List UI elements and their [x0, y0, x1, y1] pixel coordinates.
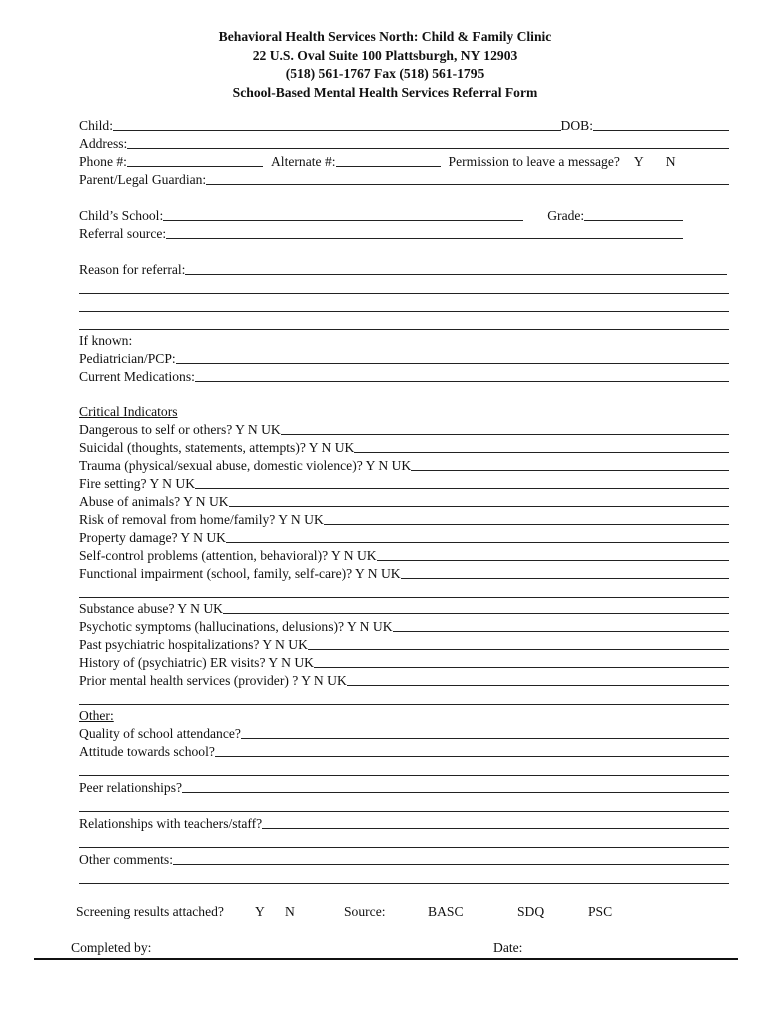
grade-field[interactable]	[584, 207, 683, 221]
critical-item	[79, 653, 729, 671]
peer-row	[79, 778, 729, 796]
teachers-row	[79, 814, 729, 832]
source-basc[interactable]: BASC	[428, 904, 464, 919]
peer-field[interactable]	[182, 779, 729, 793]
address-row	[79, 134, 729, 152]
critical-item	[79, 474, 729, 492]
guardian-field[interactable]	[206, 171, 729, 185]
critical-heading-row	[79, 402, 729, 420]
school-label: Child’s School:	[79, 208, 164, 223]
dob-label: DOB:	[560, 118, 593, 133]
if-known-label: If known:	[79, 333, 133, 348]
critical-label: Self-control problems (attention, behavioral)? Y N UK	[79, 548, 377, 563]
attendance-field[interactable]	[241, 725, 729, 739]
critical-label: History of (psychiatric) ER visits? Y N UK	[79, 655, 314, 670]
phone-row	[79, 152, 729, 170]
comments-label: Other comments:	[79, 852, 174, 867]
critical-item	[79, 546, 729, 564]
critical-extra-line[interactable]	[79, 597, 729, 598]
critical-label: Abuse of animals? Y N UK	[79, 494, 229, 509]
reason-line-3[interactable]	[79, 311, 729, 312]
critical-item	[79, 420, 729, 438]
critical-heading: Critical Indicators	[79, 404, 178, 419]
phone-label: Phone #:	[79, 154, 127, 169]
pediatrician-label: Pediatrician/PCP:	[79, 351, 176, 366]
screening-yes[interactable]: Y	[255, 904, 265, 919]
attitude-row	[79, 742, 729, 760]
attendance-label: Quality of school attendance?	[79, 726, 241, 741]
critical-label: Psychotic symptoms (hallucinations, delusions)? Y N UK	[79, 619, 393, 634]
critical-label: Past psychiatric hospitalizations? Y N UK	[79, 637, 308, 652]
critical-label: Prior mental health services (provider) ? Y N UK	[79, 673, 347, 688]
school-row	[79, 206, 683, 224]
critical-item	[79, 438, 729, 456]
dob-field[interactable]	[593, 117, 729, 131]
reason-line-4[interactable]	[79, 329, 729, 330]
critical-field[interactable]	[411, 457, 729, 471]
critical-label: Risk of removal from home/family? Y N UK	[79, 512, 324, 527]
address-field[interactable]	[127, 135, 729, 149]
phone-field[interactable]	[127, 153, 263, 167]
screening-no[interactable]: N	[285, 904, 295, 919]
child-field[interactable]	[113, 117, 561, 131]
critical-field[interactable]	[314, 654, 729, 668]
child-label: Child:	[79, 118, 113, 133]
critical-field[interactable]	[226, 529, 729, 543]
alternate-label: Alternate #:	[270, 154, 336, 169]
other-heading: Other:	[79, 708, 114, 723]
teachers-field[interactable]	[262, 815, 729, 829]
address-label: Address:	[79, 136, 128, 151]
reason-line-2[interactable]	[79, 293, 729, 294]
teachers-label: Relationships with teachers/staff?	[79, 816, 263, 831]
source-psc[interactable]: PSC	[588, 904, 613, 919]
clinic-phone: (518) 561-1767 Fax (518) 561-1795	[285, 66, 485, 81]
if-known-row	[79, 331, 729, 349]
guardian-row	[79, 170, 729, 188]
critical-field[interactable]	[229, 493, 729, 507]
critical-item	[79, 528, 729, 546]
date-label: Date:	[493, 940, 523, 955]
critical-field[interactable]	[308, 636, 729, 650]
critical-label: Property damage? Y N UK	[79, 530, 226, 545]
referral-source-row	[79, 224, 683, 242]
reason-label: Reason for referral:	[79, 262, 186, 277]
comments-field[interactable]	[173, 851, 729, 865]
source-label: Source:	[344, 904, 386, 919]
critical-field[interactable]	[354, 439, 729, 453]
critical-label: Fire setting? Y N UK	[79, 476, 196, 491]
source-sdq[interactable]: SDQ	[517, 904, 545, 919]
critical-field[interactable]	[347, 672, 729, 686]
attendance-row	[79, 724, 729, 742]
critical-field[interactable]	[377, 547, 729, 561]
alternate-field[interactable]	[336, 153, 441, 167]
critical-label: Substance abuse? Y N UK	[79, 601, 223, 616]
clinic-address: 22 U.S. Oval Suite 100 Plattsburgh, NY 12903	[252, 47, 518, 63]
school-field[interactable]	[163, 207, 523, 221]
permission-yes[interactable]: Y	[633, 154, 644, 169]
comments-row	[79, 850, 729, 868]
pediatrician-row	[79, 349, 729, 367]
referral-source-field[interactable]	[166, 225, 683, 239]
critical-extra-line-2[interactable]	[79, 704, 729, 705]
peer-label: Peer relationships?	[79, 780, 183, 795]
critical-item	[79, 617, 729, 635]
medications-label: Current Medications:	[79, 369, 195, 384]
peer-extra-line[interactable]	[79, 811, 729, 812]
grade-label: Grade:	[547, 208, 585, 223]
critical-item	[79, 510, 729, 528]
critical-item	[79, 599, 729, 617]
critical-field[interactable]	[401, 565, 729, 579]
medications-row	[79, 367, 729, 385]
critical-item	[79, 671, 729, 689]
referral-source-label: Referral source:	[79, 226, 167, 241]
child-row	[79, 116, 729, 134]
critical-field[interactable]	[195, 475, 729, 489]
critical-item	[79, 492, 729, 510]
other-heading-row	[79, 706, 729, 724]
form-header	[0, 28, 770, 102]
attitude-extra-line[interactable]	[79, 775, 729, 776]
guardian-label: Parent/Legal Guardian:	[79, 172, 207, 187]
reason-field[interactable]	[185, 261, 727, 275]
attitude-field[interactable]	[215, 743, 729, 757]
attitude-label: Attitude towards school?	[79, 744, 215, 759]
pediatrician-field[interactable]	[176, 350, 729, 364]
critical-label: Dangerous to self or others? Y N UK	[79, 422, 281, 437]
clinic-name: Behavioral Health Services North: Child & Family Clinic	[218, 29, 552, 44]
critical-item	[79, 564, 729, 582]
medications-field[interactable]	[195, 368, 729, 382]
permission-no[interactable]: N	[665, 154, 676, 169]
critical-field[interactable]	[223, 600, 729, 614]
critical-item	[79, 456, 729, 474]
teachers-extra-line[interactable]	[79, 847, 729, 848]
permission-label: Permission to leave a message?	[448, 154, 620, 169]
form-title: School-Based Mental Health Services Referral Form	[232, 84, 538, 100]
comments-extra-line[interactable]	[79, 883, 729, 884]
critical-field[interactable]	[393, 618, 729, 632]
reason-row	[79, 260, 727, 278]
signature-line[interactable]	[34, 958, 738, 960]
critical-item	[79, 635, 729, 653]
critical-label: Trauma (physical/sexual abuse, domestic violence)? Y N UK	[79, 458, 412, 473]
critical-label: Suicidal (thoughts, statements, attempts)? Y N UK	[79, 440, 355, 455]
completed-by-label: Completed by:	[71, 940, 152, 955]
screening-label: Screening results attached?	[76, 904, 224, 919]
critical-label: Functional impairment (school, family, self-care)? Y N UK	[79, 566, 401, 581]
critical-field[interactable]	[281, 421, 729, 435]
critical-field[interactable]	[324, 511, 729, 525]
